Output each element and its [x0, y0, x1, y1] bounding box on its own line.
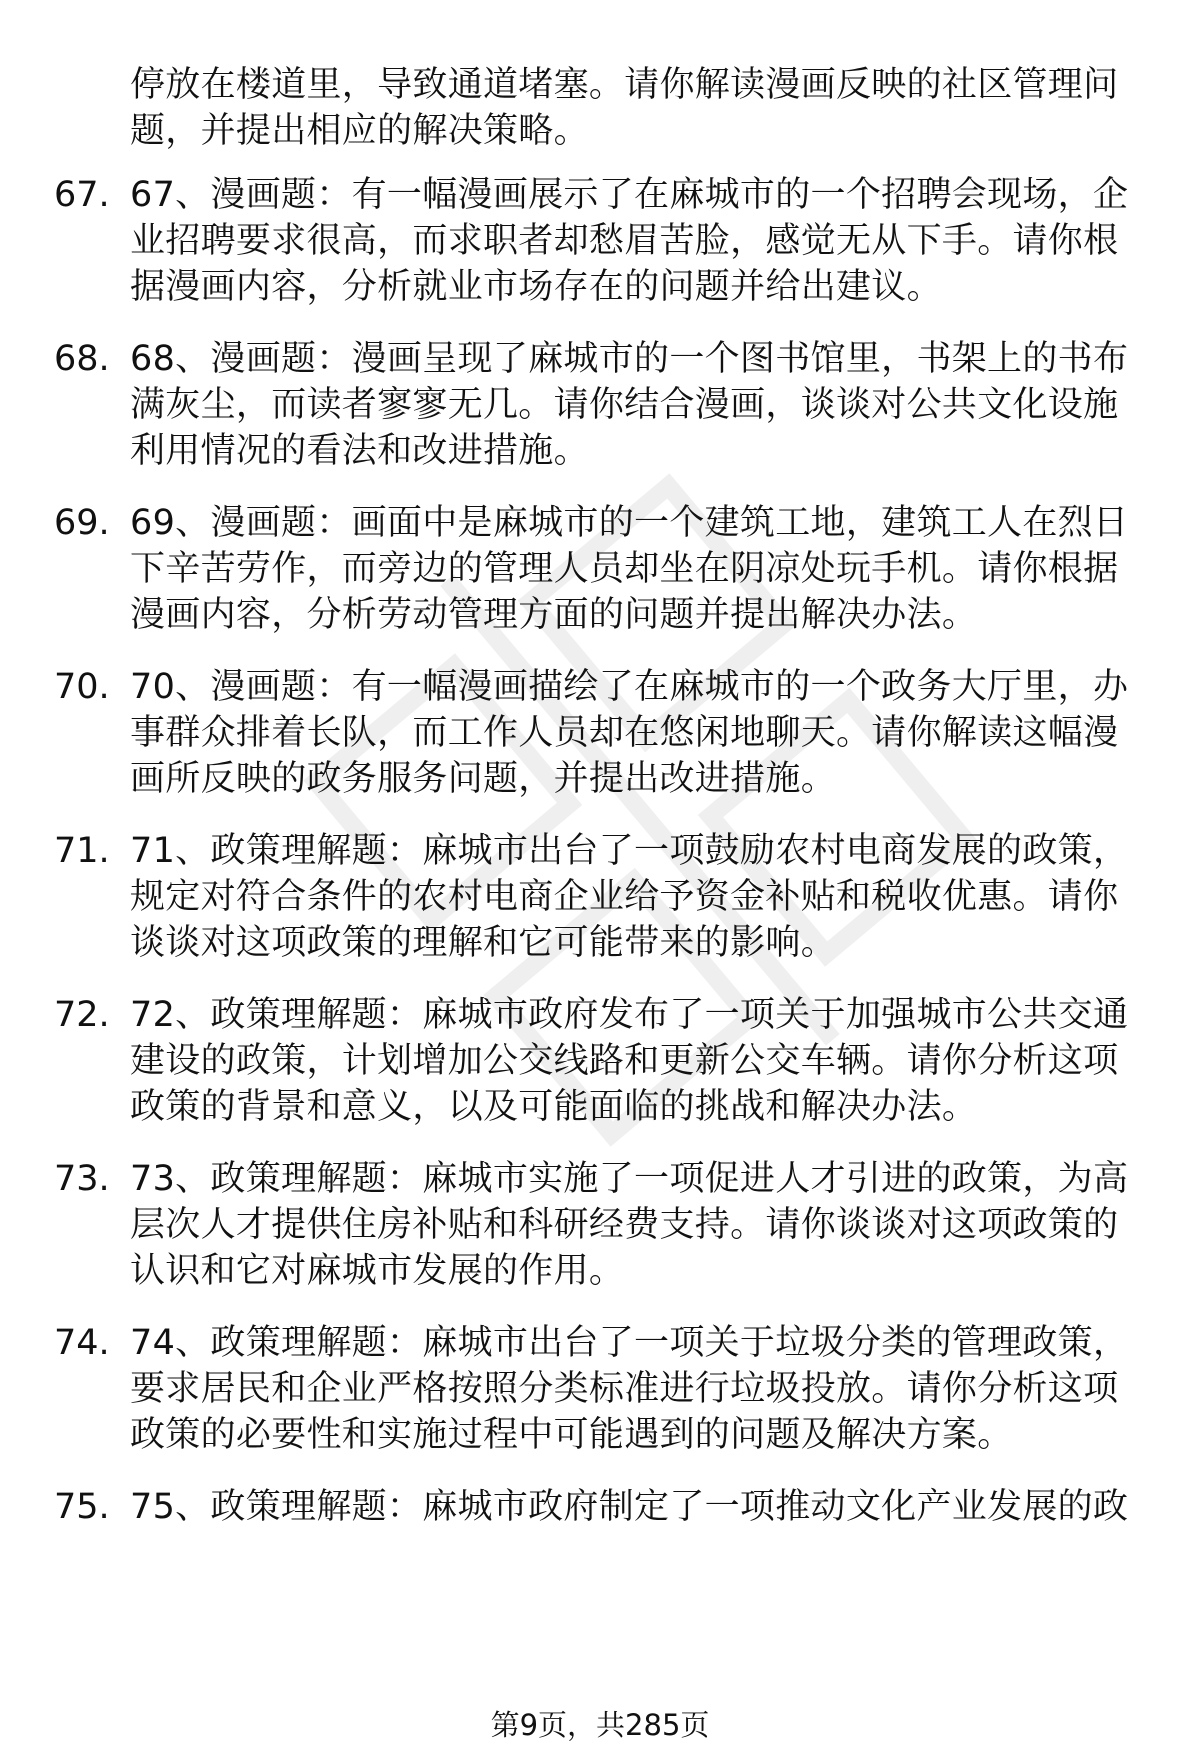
item-number: 68. — [54, 339, 110, 379]
page-footer: 第9页，共285页 — [490, 1708, 710, 1742]
item-text: 74、政策理解题：麻城市出台了一项关于垃圾分类的管理政策，要求居民和企业严格按照分类标准进行垃圾投放。请你分析这项政策的必要性和实施过程中可能遇到的问题及解决方案。 — [130, 1323, 1129, 1455]
item-text: 75、政策理解题：麻城市政府制定了一项推动文化产业发展的政 — [130, 1487, 1129, 1527]
item-text: 67、漫画题：有一幅漫画展示了在麻城市的一个招聘会现场，企业招聘要求很高，而求职者却愁眉苦脸，感觉无从下手。请你根据漫画内容，分析就业市场存在的问题并给出建议。 — [130, 175, 1129, 307]
item-text: 70、漫画题：有一幅漫画描绘了在麻城市的一个政务大厅里，办事群众排着长队，而工作人员却在悠闲地聊天。请你解读这幅漫画所反映的政务服务问题，并提出改进措施。 — [130, 667, 1129, 799]
item-number: 71. — [54, 831, 110, 871]
item-number: 72. — [54, 995, 110, 1035]
item-text: 73、政策理解题：麻城市实施了一项促进人才引进的政策，为高层次人才提供住房补贴和科研经费支持。请你谈谈对这项政策的认识和它对麻城市发展的作用。 — [130, 1159, 1129, 1291]
item-text: 69、漫画题：画面中是麻城市的一个建筑工地，建筑工人在烈日下辛苦劳作，而旁边的管理人员却坐在阴凉处玩手机。请你根据漫画内容，分析劳动管理方面的问题并提出解决办法。 — [130, 503, 1129, 635]
item-text: 68、漫画题：漫画呈现了麻城市的一个图书馆里，书架上的书布满灰尘，而读者寥寥无几。请你结合漫画，谈谈对公共文化设施利用情况的看法和改进措施。 — [130, 339, 1129, 471]
item-number: 69. — [54, 503, 110, 543]
item-number: 74. — [54, 1323, 110, 1363]
item-number: 70. — [54, 667, 110, 707]
item-number: 67. — [54, 175, 110, 215]
item-number: 73. — [54, 1159, 110, 1199]
continuation-paragraph: 停放在楼道里，导致通道堵塞。请你解读漫画反映的社区管理问题，并提出相应的解决策略。 — [130, 65, 1119, 151]
item-number: 75. — [54, 1487, 110, 1527]
item-text: 72、政策理解题：麻城市政府发布了一项关于加强城市公共交通建设的政策，计划增加公交线路和更新公交车辆。请你分析这项政策的背景和意义，以及可能面临的挑战和解决办法。 — [130, 995, 1129, 1127]
item-text: 71、政策理解题：麻城市出台了一项鼓励农村电商发展的政策，规定对符合条件的农村电商企业给予资金补贴和税收优惠。请你谈谈对这项政策的理解和它可能带来的影响。 — [130, 831, 1129, 963]
